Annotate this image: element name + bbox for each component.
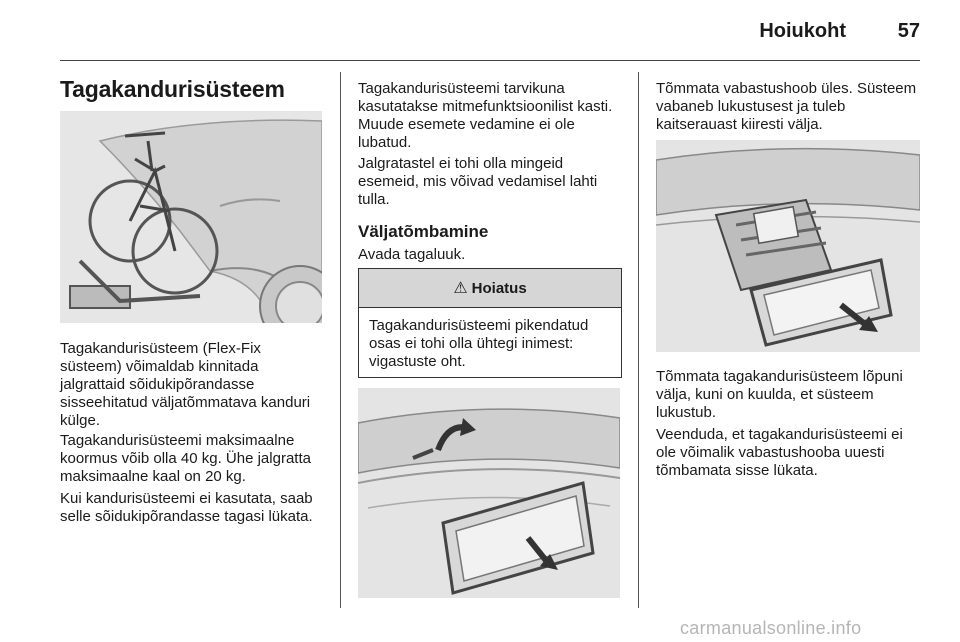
loose-items-paragraph: Jalgratastel ei tohi olla mingeid esemeid, mis võivad vedamisel lahti tulla. [358,155,598,208]
release-paragraph: Tõmmata vabastushoob üles. Süsteem vabaneb lukustusest ja tuleb kaitserauast kiiresti välja. [656,80,917,133]
warning-triangle-icon: ⚠ [453,280,468,297]
carrier-extended-illustration [656,140,920,352]
warning-box [358,268,622,378]
bike-carrier-illustration [60,111,322,323]
warning-text: Tagakandurisüsteemi pikendatud osas ei tohi olla ühtegi inimest: vigastuste oht. [369,317,589,370]
column-divider [340,72,341,608]
step-open-tailgate: Avada tagaluuk. [358,246,466,263]
header-rule [60,60,920,61]
pull-out-paragraph: Tõmmata tagakandurisüsteem lõpuni välja, kuni on kuulda, et süsteem lukustub. [656,368,903,421]
section-title: Tagakandurisüsteem [60,76,285,102]
intro-paragraph: Tagakandurisüsteem (Flex-Fix süsteem) võimaldab kinnitada jalgrattaid sõidukipõrandasse sisseehitatud väljatõmmatava kanduri külge. [60,340,311,429]
column-divider [638,72,639,608]
running-header-title: Hoiukoht [759,20,846,42]
subheading-extending: Väljatõmbamine [358,222,489,241]
warning-title: Hoiatus [471,279,527,297]
stowage-paragraph: Kui kandurisüsteemi ei kasutata, saab selle sõidukipõrandasse tagasi lükata. [60,490,313,525]
load-limit-paragraph: Tagakandurisüsteemi maksimaalne koormus võib olla 40 kg. Ühe jalgratta maksimaalne kaal on 20 kg. [60,432,311,485]
warning-header [359,269,621,308]
page-number: 57 [897,20,920,42]
accessory-paragraph: Tagakandurisüsteemi tarvikuna kasutatakse mitmefunktsioonilist kasti. Muude esemete vedamine ei ole lubatud. [358,80,613,151]
release-lever-illustration [358,388,620,598]
watermark: carmanualsonline.info [680,618,862,638]
verify-lock-paragraph: Veenduda, et tagakandurisüsteemi ei ole võimalik vabastushooba uuesti tõmbamata sisse lükata. [656,426,903,479]
